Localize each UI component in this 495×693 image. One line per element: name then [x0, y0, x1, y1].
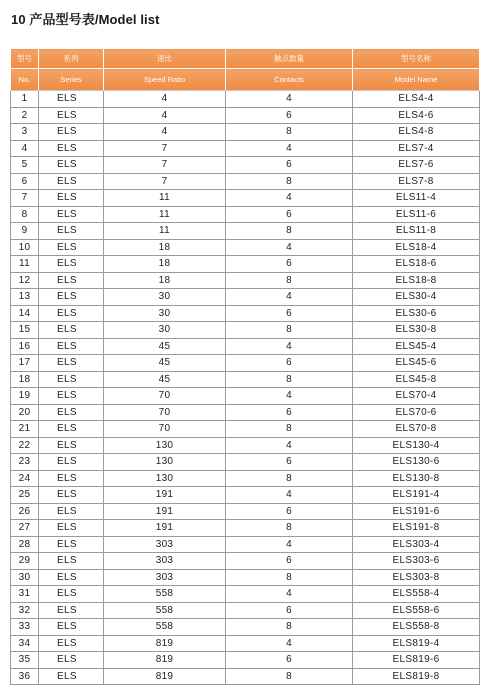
cell-no: 31 — [11, 586, 39, 603]
cell-series: ELS — [39, 421, 104, 438]
cell-contacts: 6 — [226, 157, 353, 174]
cell-contacts: 8 — [226, 470, 353, 487]
cell-no: 20 — [11, 404, 39, 421]
cell-no: 8 — [11, 206, 39, 223]
table-row — [11, 602, 480, 619]
cell-contacts: 4 — [226, 289, 353, 306]
model-list-table — [10, 48, 480, 685]
cell-speed-ratio: 191 — [104, 520, 226, 537]
cell-contacts: 6 — [226, 107, 353, 124]
cell-no: 21 — [11, 421, 39, 438]
cell-speed-ratio: 45 — [104, 371, 226, 388]
cell-contacts: 8 — [226, 569, 353, 586]
cell-series: ELS — [39, 437, 104, 454]
cell-no: 17 — [11, 355, 39, 372]
cell-model-name: ELS130-8 — [353, 470, 480, 487]
table-row — [11, 157, 480, 174]
cell-contacts: 6 — [226, 652, 353, 669]
cell-contacts: 8 — [226, 619, 353, 636]
cell-model-name: ELS18-8 — [353, 272, 480, 289]
table-row — [11, 239, 480, 256]
cell-contacts: 4 — [226, 388, 353, 405]
table-row — [11, 404, 480, 421]
cell-series: ELS — [39, 338, 104, 355]
header-series: Series — [39, 69, 104, 91]
cell-series: ELS — [39, 157, 104, 174]
header-row-english — [11, 69, 480, 91]
cell-series: ELS — [39, 487, 104, 504]
cell-contacts: 8 — [226, 223, 353, 240]
cell-series: ELS — [39, 322, 104, 339]
cell-model-name: ELS558-8 — [353, 619, 480, 636]
cell-speed-ratio: 4 — [104, 91, 226, 108]
cell-contacts: 6 — [226, 553, 353, 570]
cell-speed-ratio: 70 — [104, 404, 226, 421]
cell-model-name: ELS45-4 — [353, 338, 480, 355]
table-row — [11, 668, 480, 685]
table-row — [11, 454, 480, 471]
cell-model-name: ELS7-4 — [353, 140, 480, 157]
cell-no: 25 — [11, 487, 39, 504]
cell-speed-ratio: 18 — [104, 256, 226, 273]
cell-series: ELS — [39, 619, 104, 636]
cell-series: ELS — [39, 503, 104, 520]
cell-speed-ratio: 11 — [104, 223, 226, 240]
table-row — [11, 619, 480, 636]
cell-model-name: ELS4-4 — [353, 91, 480, 108]
cell-speed-ratio: 558 — [104, 619, 226, 636]
cell-speed-ratio: 70 — [104, 388, 226, 405]
cell-series: ELS — [39, 569, 104, 586]
cell-contacts: 4 — [226, 487, 353, 504]
cell-series: ELS — [39, 256, 104, 273]
cell-series: ELS — [39, 470, 104, 487]
cell-contacts: 4 — [226, 437, 353, 454]
cell-no: 15 — [11, 322, 39, 339]
cell-no: 7 — [11, 190, 39, 207]
table-row — [11, 140, 480, 157]
cell-contacts: 8 — [226, 173, 353, 190]
cell-series: ELS — [39, 223, 104, 240]
header-model-name-cn: 型号名称 — [353, 49, 480, 69]
cell-series: ELS — [39, 206, 104, 223]
cell-contacts: 6 — [226, 503, 353, 520]
cell-model-name: ELS191-6 — [353, 503, 480, 520]
cell-no: 16 — [11, 338, 39, 355]
cell-model-name: ELS130-6 — [353, 454, 480, 471]
table-row — [11, 338, 480, 355]
cell-series: ELS — [39, 371, 104, 388]
cell-no: 18 — [11, 371, 39, 388]
cell-speed-ratio: 4 — [104, 107, 226, 124]
cell-model-name: ELS45-6 — [353, 355, 480, 372]
table-row — [11, 173, 480, 190]
cell-no: 34 — [11, 635, 39, 652]
cell-contacts: 8 — [226, 520, 353, 537]
table-row — [11, 503, 480, 520]
cell-no: 14 — [11, 305, 39, 322]
cell-speed-ratio: 45 — [104, 338, 226, 355]
cell-no: 35 — [11, 652, 39, 669]
table-row — [11, 520, 480, 537]
cell-model-name: ELS30-8 — [353, 322, 480, 339]
header-speed-ratio: Speed Ratio — [104, 69, 226, 91]
cell-series: ELS — [39, 91, 104, 108]
cell-no: 23 — [11, 454, 39, 471]
cell-series: ELS — [39, 602, 104, 619]
table-row — [11, 487, 480, 504]
cell-model-name: ELS45-8 — [353, 371, 480, 388]
table-row — [11, 437, 480, 454]
cell-model-name: ELS18-4 — [353, 239, 480, 256]
cell-model-name: ELS819-6 — [353, 652, 480, 669]
cell-series: ELS — [39, 404, 104, 421]
cell-no: 11 — [11, 256, 39, 273]
cell-contacts: 6 — [226, 355, 353, 372]
table-row — [11, 355, 480, 372]
cell-no: 22 — [11, 437, 39, 454]
cell-no: 10 — [11, 239, 39, 256]
table-row — [11, 635, 480, 652]
cell-series: ELS — [39, 305, 104, 322]
header-speed-ratio-cn: 速比 — [104, 49, 226, 69]
cell-no: 28 — [11, 536, 39, 553]
cell-no: 2 — [11, 107, 39, 124]
cell-contacts: 4 — [226, 140, 353, 157]
cell-no: 33 — [11, 619, 39, 636]
table-row — [11, 421, 480, 438]
cell-contacts: 6 — [226, 256, 353, 273]
cell-speed-ratio: 30 — [104, 289, 226, 306]
table-row — [11, 206, 480, 223]
cell-contacts: 8 — [226, 668, 353, 685]
cell-no: 9 — [11, 223, 39, 240]
cell-model-name: ELS18-6 — [353, 256, 480, 273]
cell-model-name: ELS130-4 — [353, 437, 480, 454]
cell-contacts: 4 — [226, 91, 353, 108]
cell-speed-ratio: 11 — [104, 190, 226, 207]
table-row — [11, 256, 480, 273]
table-row — [11, 470, 480, 487]
cell-contacts: 8 — [226, 322, 353, 339]
cell-model-name: ELS11-6 — [353, 206, 480, 223]
cell-contacts: 8 — [226, 272, 353, 289]
cell-model-name: ELS191-8 — [353, 520, 480, 537]
table-row — [11, 371, 480, 388]
cell-model-name: ELS4-8 — [353, 124, 480, 141]
cell-no: 12 — [11, 272, 39, 289]
cell-contacts: 6 — [226, 602, 353, 619]
header-contacts: Contacts — [226, 69, 353, 91]
table-row — [11, 107, 480, 124]
table-row — [11, 91, 480, 108]
cell-speed-ratio: 303 — [104, 536, 226, 553]
cell-speed-ratio: 7 — [104, 140, 226, 157]
table-row — [11, 322, 480, 339]
cell-speed-ratio: 303 — [104, 569, 226, 586]
cell-model-name: ELS819-8 — [353, 668, 480, 685]
cell-model-name: ELS558-6 — [353, 602, 480, 619]
cell-speed-ratio: 4 — [104, 124, 226, 141]
cell-model-name: ELS11-4 — [353, 190, 480, 207]
cell-contacts: 4 — [226, 635, 353, 652]
cell-speed-ratio: 7 — [104, 173, 226, 190]
cell-no: 1 — [11, 91, 39, 108]
cell-contacts: 6 — [226, 206, 353, 223]
cell-model-name: ELS303-8 — [353, 569, 480, 586]
table-row — [11, 536, 480, 553]
cell-model-name: ELS4-6 — [353, 107, 480, 124]
cell-series: ELS — [39, 536, 104, 553]
cell-speed-ratio: 70 — [104, 421, 226, 438]
cell-contacts: 6 — [226, 454, 353, 471]
table-body — [11, 91, 480, 685]
cell-series: ELS — [39, 355, 104, 372]
table-row — [11, 272, 480, 289]
cell-no: 30 — [11, 569, 39, 586]
cell-speed-ratio: 819 — [104, 635, 226, 652]
cell-speed-ratio: 18 — [104, 239, 226, 256]
cell-model-name: ELS70-8 — [353, 421, 480, 438]
cell-speed-ratio: 303 — [104, 553, 226, 570]
cell-no: 32 — [11, 602, 39, 619]
page-title: 10 产品型号表/Model list — [11, 12, 160, 27]
cell-series: ELS — [39, 388, 104, 405]
cell-contacts: 8 — [226, 124, 353, 141]
cell-no: 26 — [11, 503, 39, 520]
cell-speed-ratio: 558 — [104, 602, 226, 619]
cell-series: ELS — [39, 124, 104, 141]
cell-model-name: ELS11-8 — [353, 223, 480, 240]
cell-series: ELS — [39, 635, 104, 652]
cell-contacts: 4 — [226, 239, 353, 256]
cell-no: 19 — [11, 388, 39, 405]
cell-speed-ratio: 30 — [104, 305, 226, 322]
cell-model-name: ELS819-4 — [353, 635, 480, 652]
cell-model-name: ELS303-6 — [353, 553, 480, 570]
cell-speed-ratio: 18 — [104, 272, 226, 289]
cell-no: 6 — [11, 173, 39, 190]
cell-series: ELS — [39, 454, 104, 471]
cell-no: 4 — [11, 140, 39, 157]
header-no-cn: 型号 — [11, 49, 39, 69]
cell-speed-ratio: 191 — [104, 487, 226, 504]
cell-series: ELS — [39, 173, 104, 190]
cell-model-name: ELS558-4 — [353, 586, 480, 603]
table-row — [11, 652, 480, 669]
cell-speed-ratio: 819 — [104, 652, 226, 669]
cell-no: 29 — [11, 553, 39, 570]
cell-series: ELS — [39, 239, 104, 256]
table-row — [11, 289, 480, 306]
table-row — [11, 190, 480, 207]
cell-series: ELS — [39, 520, 104, 537]
cell-series: ELS — [39, 586, 104, 603]
cell-speed-ratio: 130 — [104, 470, 226, 487]
cell-series: ELS — [39, 553, 104, 570]
cell-speed-ratio: 11 — [104, 206, 226, 223]
cell-speed-ratio: 191 — [104, 503, 226, 520]
cell-no: 24 — [11, 470, 39, 487]
table-row — [11, 305, 480, 322]
cell-no: 3 — [11, 124, 39, 141]
cell-speed-ratio: 30 — [104, 322, 226, 339]
cell-model-name: ELS303-4 — [353, 536, 480, 553]
cell-contacts: 4 — [226, 190, 353, 207]
table-row — [11, 223, 480, 240]
cell-series: ELS — [39, 107, 104, 124]
cell-series: ELS — [39, 190, 104, 207]
cell-speed-ratio: 130 — [104, 437, 226, 454]
cell-speed-ratio: 45 — [104, 355, 226, 372]
table-row — [11, 388, 480, 405]
cell-speed-ratio: 819 — [104, 668, 226, 685]
table-row — [11, 124, 480, 141]
table-row — [11, 569, 480, 586]
cell-no: 27 — [11, 520, 39, 537]
cell-model-name: ELS70-6 — [353, 404, 480, 421]
cell-contacts: 6 — [226, 305, 353, 322]
cell-contacts: 4 — [226, 536, 353, 553]
cell-no: 36 — [11, 668, 39, 685]
table-row — [11, 553, 480, 570]
cell-contacts: 6 — [226, 404, 353, 421]
cell-model-name: ELS191-4 — [353, 487, 480, 504]
cell-contacts: 4 — [226, 338, 353, 355]
cell-series: ELS — [39, 140, 104, 157]
cell-contacts: 8 — [226, 421, 353, 438]
header-no: No. — [11, 69, 39, 91]
header-contacts-cn: 触点数量 — [226, 49, 353, 69]
cell-contacts: 4 — [226, 586, 353, 603]
cell-speed-ratio: 558 — [104, 586, 226, 603]
cell-speed-ratio: 130 — [104, 454, 226, 471]
header-series-cn: 系列 — [39, 49, 104, 69]
cell-series: ELS — [39, 272, 104, 289]
cell-series: ELS — [39, 652, 104, 669]
cell-series: ELS — [39, 668, 104, 685]
cell-model-name: ELS30-4 — [353, 289, 480, 306]
table-row — [11, 586, 480, 603]
header-row-chinese — [11, 49, 480, 69]
cell-model-name: ELS7-6 — [353, 157, 480, 174]
cell-no: 5 — [11, 157, 39, 174]
cell-series: ELS — [39, 289, 104, 306]
cell-speed-ratio: 7 — [104, 157, 226, 174]
header-model-name: Model Name — [353, 69, 480, 91]
cell-model-name: ELS7-8 — [353, 173, 480, 190]
cell-no: 13 — [11, 289, 39, 306]
cell-model-name: ELS70-4 — [353, 388, 480, 405]
cell-model-name: ELS30-6 — [353, 305, 480, 322]
cell-contacts: 8 — [226, 371, 353, 388]
